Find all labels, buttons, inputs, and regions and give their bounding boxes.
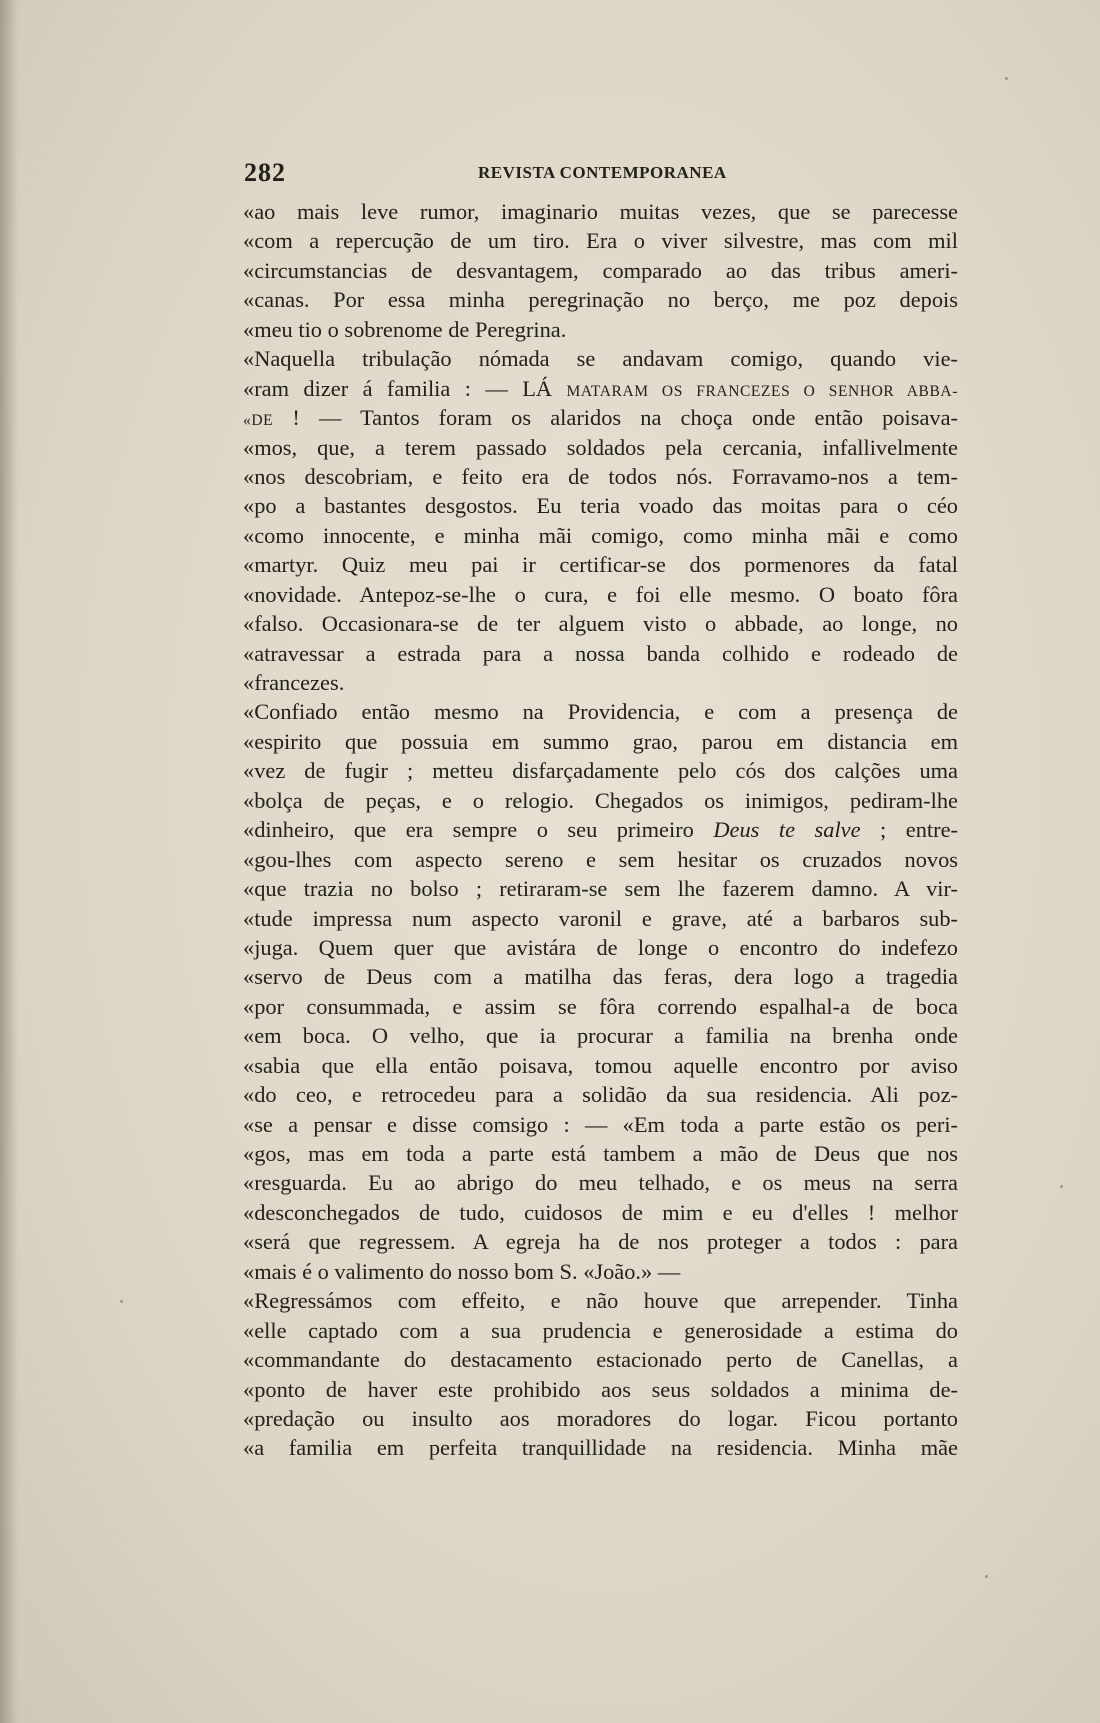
page-header xyxy=(244,158,964,188)
text-line xyxy=(243,874,958,903)
line-text: «meu tio o sobrenome de Peregrina. xyxy=(243,316,567,342)
text-line xyxy=(243,315,958,344)
line-text: «por consummada, e assim se fôra correndo espalhal-a de boca xyxy=(243,993,958,1019)
text-line xyxy=(243,256,958,285)
line-text: «gos, mas em toda a parte está tambem a mão de Deus que nos xyxy=(243,1141,958,1166)
line-text: «Naquella tribulação nómada se andavam comigo, quando vie- xyxy=(243,346,958,372)
body-text xyxy=(243,197,958,1463)
line-text: «mais é o valimento do nosso bom S. «João.» — xyxy=(243,1258,681,1284)
line-text: «ao mais leve rumor, imaginario muitas vezes, que se parecesse xyxy=(243,199,958,224)
text-line xyxy=(243,727,958,756)
line-text: «bolça de peças, e o relogio. Chegados os inimigos, pediram-lhe xyxy=(243,787,958,813)
line-text: «será que regressem. A egreja ha de nos proteger a todos : para xyxy=(243,1229,958,1255)
text-line xyxy=(243,1257,958,1286)
text-line xyxy=(243,1139,958,1168)
line-text: «em boca. O velho, que ia procurar a familia na brenha onde xyxy=(243,1023,958,1049)
text-line xyxy=(243,639,958,668)
line-text: «martyr. Quiz meu pai ir certificar-se dos pormenores da fatal xyxy=(243,552,958,578)
line-text: «tude impressa num aspecto varonil e grave, até a barbaros sub- xyxy=(243,905,958,931)
text-line xyxy=(243,786,958,815)
line-text: «falso. Occasionara-se de ter alguem visto o abbade, ao longe, no xyxy=(243,611,958,637)
line-text: «com a repercução de um tiro. Era o viver silvestre, mas com mil xyxy=(243,228,958,254)
line-text: «Regressámos com effeito, e não houve que arrepender. Tinha xyxy=(243,1288,958,1314)
text-line xyxy=(243,1198,958,1227)
text-line xyxy=(243,1080,958,1109)
line-text: «resguarda. Eu ao abrigo do meu telhado, e os meus na serra xyxy=(243,1170,958,1196)
text-line xyxy=(243,1375,958,1404)
text-line xyxy=(243,756,958,785)
paper-speck xyxy=(120,1300,123,1303)
line-text: «gou-lhes com aspecto sereno e sem hesitar os cruzados novos xyxy=(243,846,958,872)
line-text: «juga. Quem quer que avistára de longe o encontro do indefezo xyxy=(243,934,958,960)
text-line xyxy=(243,1286,958,1315)
text-line xyxy=(243,462,958,491)
text-line xyxy=(243,344,958,373)
text-line xyxy=(243,1021,958,1050)
paper-speck xyxy=(985,1575,988,1578)
line-text: «vez de fugir ; metteu disfarçadamente pelo cós dos calções uma xyxy=(243,758,958,784)
text-line xyxy=(243,904,958,933)
text-line xyxy=(243,403,958,432)
text-line xyxy=(243,433,958,462)
text-line xyxy=(243,374,958,403)
line-text: «Confiado então mesmo na Providencia, e com a presença de xyxy=(243,699,958,725)
line-text: «como innocente, e minha mãi comigo, como minha mãi e como xyxy=(243,522,958,548)
text-line xyxy=(243,1227,958,1256)
text-line xyxy=(243,1051,958,1080)
line-text: «atravessar a estrada para a nossa banda colhido e rodeado de xyxy=(243,640,958,666)
line-text: «ram dizer á familia : — LÁ xyxy=(243,375,567,401)
paper-speck xyxy=(1060,1185,1063,1188)
text-line xyxy=(243,226,958,255)
line-text: «do ceo, e retrocedeu para a solidão da sua residencia. Ali poz- xyxy=(243,1082,958,1108)
text-line xyxy=(243,815,958,844)
text-line xyxy=(243,491,958,520)
line-text: «nos descobriam, e feito era de todos nós. Forravamo-nos a tem- xyxy=(243,463,958,489)
text-line xyxy=(243,962,958,991)
line-text: «espirito que possuia em summo grao, parou em distancia em xyxy=(243,728,958,754)
text-line xyxy=(243,933,958,962)
page-number: 282 xyxy=(244,158,286,187)
text-line xyxy=(243,609,958,638)
line-text: «dinheiro, que era sempre o seu primeiro xyxy=(243,817,714,843)
line-text: «a familia em perfeita tranquillidade na residencia. Minha mãe xyxy=(243,1435,958,1461)
small-caps-text: MATARAM OS FRANCEZES O SENHOR ABBA- xyxy=(566,382,958,400)
line-text: «desconchegados de tudo, cuidosos de mim e eu d'elles ! melhor xyxy=(243,1199,958,1225)
text-line xyxy=(243,1404,958,1433)
text-line xyxy=(243,1316,958,1345)
line-text: «servo de Deus com a matilha das feras, dera logo a tragedia xyxy=(243,964,958,990)
line-text: «circumstancias de desvantagem, comparado ao das tribus ameri- xyxy=(243,257,958,283)
text-line xyxy=(243,1110,958,1139)
text-line xyxy=(243,550,958,579)
running-title: REVISTA CONTEMPORANEA xyxy=(478,163,727,182)
spine-shadow xyxy=(0,0,18,1723)
line-text: «ponto de haver este prohibido aos seus soldados a minima de- xyxy=(243,1376,958,1402)
line-text: «predação ou insulto aos moradores do logar. Ficou portanto xyxy=(243,1405,958,1431)
line-text: «commandante do destacamento estacionado perto de Canellas, a xyxy=(243,1347,958,1373)
line-text: «se a pensar e disse comsigo : — «Em toda a parte estão os peri- xyxy=(243,1111,958,1137)
text-line xyxy=(243,580,958,609)
paper-speck xyxy=(1005,77,1008,80)
line-text: «elle captado com a sua prudencia e generosidade a estima do xyxy=(243,1317,958,1343)
small-caps-text: «DE xyxy=(243,412,274,430)
line-text: ; entre- xyxy=(860,817,958,843)
text-line xyxy=(243,845,958,874)
text-line xyxy=(243,197,958,226)
text-line xyxy=(243,992,958,1021)
line-text: ! — Tantos foram os alaridos na choça onde então poisava- xyxy=(273,405,958,431)
line-text: «francezes. xyxy=(243,670,345,695)
text-line xyxy=(243,521,958,550)
text-line xyxy=(243,1345,958,1374)
line-text: «sabia que ella então poisava, tomou aquelle encontro por aviso xyxy=(243,1052,958,1078)
text-line xyxy=(243,1168,958,1197)
text-line xyxy=(243,668,958,697)
text-line xyxy=(243,1433,958,1462)
line-text: «novidade. Antepoz-se-lhe o cura, e foi elle mesmo. O boato fôra xyxy=(243,581,958,607)
text-line xyxy=(243,697,958,726)
line-text: «canas. Por essa minha peregrinação no berço, me poz depois xyxy=(243,287,958,313)
line-text: «po a bastantes desgostos. Eu teria voado das moitas para o céo xyxy=(243,493,958,519)
line-text: «que trazia no bolso ; retiraram-se sem lhe fazerem damno. A vir- xyxy=(243,876,958,902)
text-line xyxy=(243,285,958,314)
italic-text: Deus te salve xyxy=(713,817,861,843)
line-text: «mos, que, a terem passado soldados pela cercania, infallivelmente xyxy=(243,434,958,460)
